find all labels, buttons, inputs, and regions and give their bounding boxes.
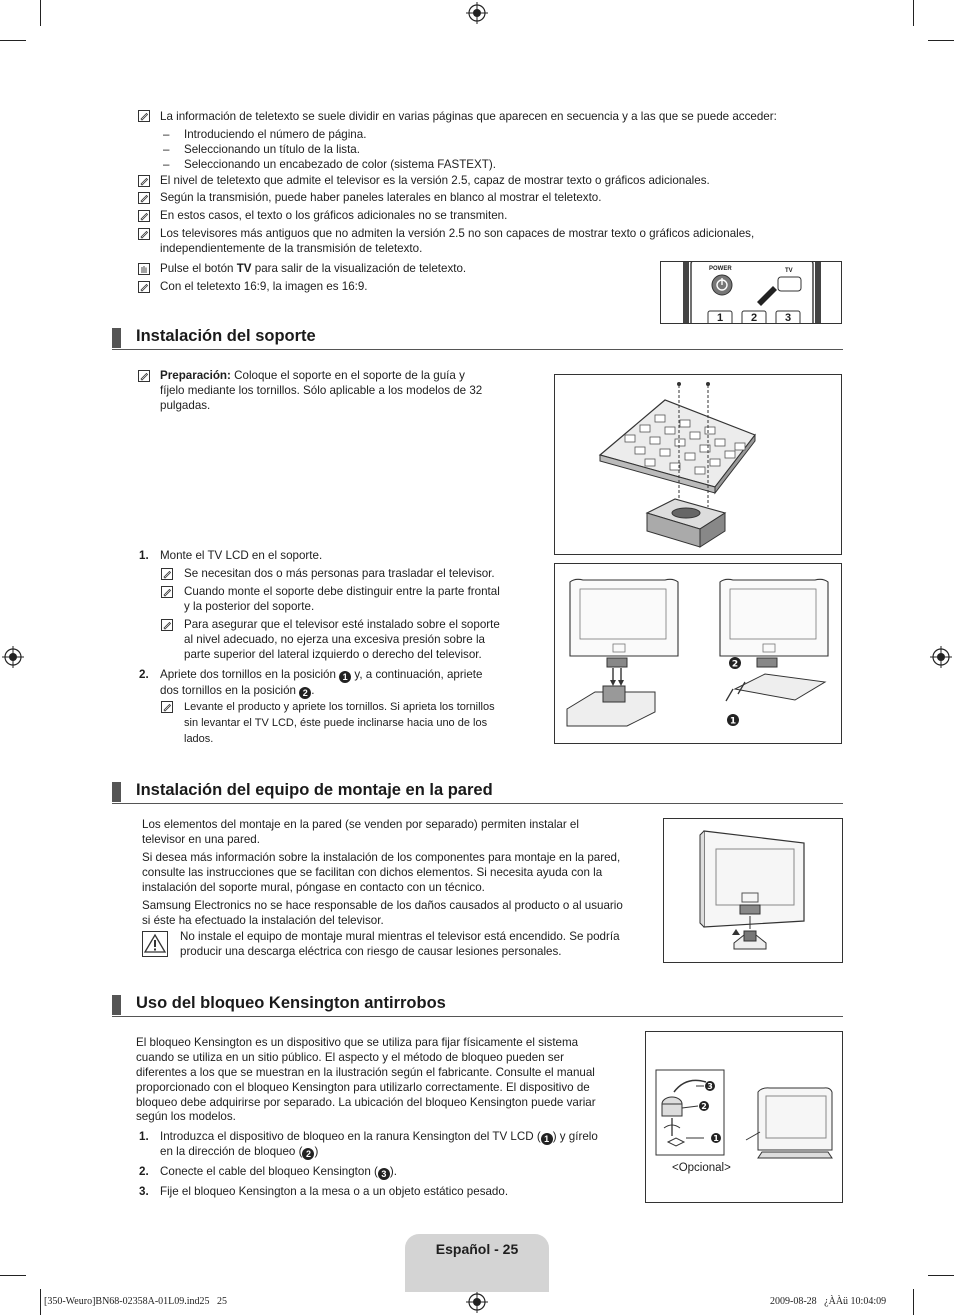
svg-text:1: 1 — [729, 716, 737, 727]
wall-mount-paragraph-3-cont: si éste ha efectuado la instalación del televisor. — [142, 914, 384, 927]
stand-guide-figure — [554, 374, 842, 555]
section-marker — [112, 328, 121, 348]
crop-mark — [0, 1275, 26, 1276]
dash-bullet: – — [163, 128, 170, 141]
step-mount-tv: Monte el TV LCD en el soporte. — [160, 549, 323, 562]
registration-mark-icon — [930, 646, 952, 668]
step-tighten-screws-cont: dos tornillos en la posición 2 . — [160, 684, 315, 698]
step-tighten-screws: Apriete dos tornillos en la posición 1 y, a continuación, apriete — [160, 668, 483, 682]
teletext-note-not-transmitted: En estos casos, el texto o los gráficos adicionales no se transmiten. — [160, 209, 508, 222]
note-pressure-cont: al nivel adecuado, no ejerza una excesiva presión sobre la — [184, 633, 485, 646]
remote-key-1: 1 — [717, 312, 724, 324]
registration-mark-icon — [466, 2, 488, 24]
preparation-text-cont: fíjelo mediante los tornillos. Sólo aplicable a los modelos de 32 — [160, 384, 483, 397]
note-lift-product-cont: sin levantar el TV LCD, éste puede inclinarse hacia uno de los — [184, 717, 488, 729]
preparation-text: Preparación: Coloque el soporte en el soporte de la guía y — [160, 369, 465, 382]
step-insert-lock-cont: en la dirección de bloqueo ( 2 ) — [160, 1145, 319, 1159]
kensington-paragraph-cont: cuando se utiliza en un sitio público. El aspecto y el método de bloqueo pueden ser — [136, 1051, 564, 1064]
note-lift-product: Levante el producto y apriete los tornillos. Si aprieta los tornillos — [184, 701, 495, 713]
teletext-note-older-tvs: Los televisores más antiguos que no admiten la versión 2.5 no son capaces de mostrar texto o gráficos adicionales, — [160, 227, 755, 240]
teletext-note-older-tvs-cont: independientemente de la transmisión de teletexto. — [160, 242, 423, 255]
note-icon — [161, 701, 173, 713]
wall-mount-paragraph-1-cont: televisor en una pared. — [142, 833, 260, 846]
kensington-figure — [645, 1031, 843, 1203]
section-marker — [112, 782, 121, 802]
print-date: 2009-08-28 ¿ÀÀü 10:04:09 — [770, 1296, 887, 1307]
remote-tv-label: TV — [785, 268, 793, 274]
warning-icon — [142, 931, 168, 957]
wall-mount-paragraph-2-cont: consulte las instrucciones que se facilitan con dichos elementos. Si necesita ayuda con la — [142, 866, 603, 879]
note-icon — [161, 568, 173, 580]
note-icon — [138, 175, 150, 187]
note-lift-product-cont: lados. — [184, 733, 214, 745]
crop-mark — [0, 40, 26, 41]
wall-mount-warning-cont: producir una descarga eléctrica con riesgo de causar lesiones personales. — [180, 945, 562, 958]
teletext-note-level: El nivel de teletexto que admite el televisor es la versión 2.5, capaz de mostrar texto o gráficos adicionales. — [160, 174, 710, 187]
note-icon — [138, 370, 150, 382]
kensington-paragraph: El bloqueo Kensington es un dispositivo que se utiliza para fijar físicamente el sistema — [136, 1036, 579, 1049]
section-title-wall-mount: Instalación del equipo de montaje en la pared — [136, 781, 493, 799]
note-two-persons: Se necesitan dos o más personas para trasladar el televisor. — [184, 567, 495, 580]
kensington-paragraph-cont: bloqueo debe adquirirse por separado. La ubicación del bloqueo Kensington puede variar — [136, 1096, 596, 1109]
remote-key-2: 2 — [751, 312, 758, 324]
tv-button-note: Pulse el botón TV para salir de la visualización de teletexto. — [160, 262, 467, 275]
optional-label: <Opcional> — [672, 1162, 731, 1174]
registration-mark-icon — [466, 1291, 488, 1313]
page-number: Español - 25 — [435, 1241, 519, 1257]
crop-mark — [40, 1289, 41, 1315]
note-pressure-cont: parte superior del lateral izquierdo o derecho del televisor. — [184, 648, 482, 661]
step-number: 1. — [139, 549, 149, 562]
step-insert-lock: Introduzca el dispositivo de bloqueo en la ranura Kensington del TV LCD ( 1 ) y gírelo — [160, 1130, 598, 1144]
section-title-kensington: Uso del bloqueo Kensington antirrobos — [136, 994, 446, 1012]
step-fix-lock: Fije el bloqueo Kensington a la mesa o a un objeto estático pesado. — [160, 1185, 509, 1198]
note-pressure: Para asegurar que el televisor esté instalado sobre el soporte — [184, 618, 500, 631]
step-connect-cable: Conecte el cable del bloqueo Kensington ( 3 ). — [160, 1165, 397, 1179]
wall-mount-warning: No instale el equipo de montaje mural mientras el televisor está encendido. Se podría — [180, 930, 620, 943]
wall-mount-figure — [663, 818, 843, 963]
section-title-stand: Instalación del soporte — [136, 327, 316, 345]
section-rule — [112, 349, 843, 350]
dash-bullet: – — [163, 158, 170, 171]
ratio-note: Con el teletexto 16:9, la imagen es 16:9. — [160, 280, 368, 293]
crop-mark — [928, 1275, 954, 1276]
wall-mount-paragraph-1: Los elementos del montaje en la pared (se venden por separado) permiten instalar el — [142, 818, 579, 831]
section-marker — [112, 995, 121, 1015]
remote-figure — [660, 261, 842, 324]
teletext-note-side-panels: Según la transmisión, puede haber paneles laterales en blanco al mostrar el teletexto. — [160, 191, 602, 204]
wall-mount-paragraph-3: Samsung Electronics no se hace responsable de los daños causados al producto o al usuario — [142, 899, 623, 912]
svg-text:3: 3 — [707, 1082, 713, 1091]
svg-text:2: 2 — [701, 1102, 707, 1111]
note-front-back-cont: y la posterior del soporte. — [184, 600, 315, 613]
registration-mark-icon — [2, 646, 24, 668]
note-icon — [138, 192, 150, 204]
wall-mount-paragraph-2: Si desea más información sobre la instalación de los componentes para montaje en la pared, — [142, 851, 621, 864]
step-number: 1. — [139, 1130, 149, 1143]
crop-mark — [928, 40, 954, 41]
dash-item-list-title: Seleccionando un título de la lista. — [184, 143, 360, 156]
kensington-paragraph-cont: según los modelos. — [136, 1110, 236, 1123]
dash-item-fastext: Seleccionando un encabezado de color (sistema FASTEXT). — [184, 158, 496, 171]
note-icon — [138, 281, 150, 293]
file-info: [350-Weuro]BN68-02358A-01L09.ind25 25 — [44, 1296, 228, 1307]
remote-power-label: POWER — [709, 266, 732, 272]
step-number: 2. — [139, 1165, 149, 1178]
dash-item-page-number: Introduciendo el número de página. — [184, 128, 367, 141]
hand-note-icon — [138, 263, 150, 275]
crop-mark — [913, 1289, 914, 1315]
svg-text:1: 1 — [713, 1134, 719, 1143]
wall-mount-paragraph-2-cont: instalación del soporte mural, póngase en contacto con un técnico. — [142, 881, 485, 894]
stand-mount-figure — [554, 563, 842, 744]
step-number: 3. — [139, 1185, 149, 1198]
step-number: 2. — [139, 668, 149, 681]
note-icon — [138, 210, 150, 222]
note-icon — [138, 110, 150, 122]
section-rule — [112, 803, 843, 804]
note-icon — [161, 619, 173, 631]
crop-mark — [40, 0, 41, 26]
kensington-paragraph-cont: diferentes a los que se muestran en la ilustración según el fabricante. Consulte el manual — [136, 1066, 595, 1079]
remote-key-3: 3 — [785, 312, 792, 324]
dash-bullet: – — [163, 143, 170, 156]
note-icon — [138, 228, 150, 240]
section-rule — [112, 1016, 843, 1017]
kensington-paragraph-cont: proporcionado con el bloqueo Kensington para utilizarlo correctamente. El dispositivo de — [136, 1081, 590, 1094]
crop-mark — [913, 0, 914, 26]
svg-text:2: 2 — [731, 659, 739, 670]
teletext-note-pages: La información de teletexto se suele dividir en varias páginas que aparecen en secuencia y a las que se puede acceder: — [160, 110, 777, 123]
preparation-text-cont: pulgadas. — [160, 399, 211, 412]
note-front-back: Cuando monte el soporte debe distinguir entre la parte frontal — [184, 585, 500, 598]
note-icon — [161, 586, 173, 598]
